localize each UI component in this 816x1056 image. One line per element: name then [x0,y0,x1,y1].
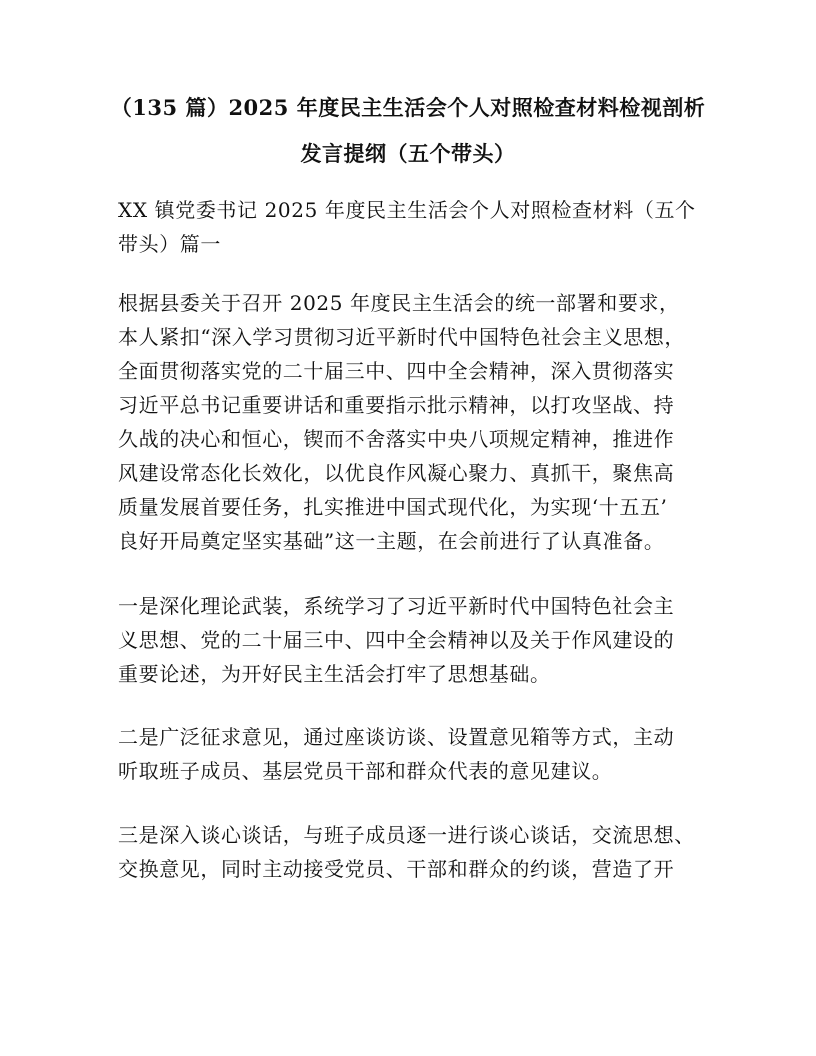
paragraph-1-line-3: 全面贯彻落实党的二十届三中、四中全会精神，深入贯彻落实 [118,359,675,383]
subtitle-line-1: XX 镇党委书记 2025 年度民主生活会个人对照检查材料（五个 [118,198,696,222]
document-title-line-1: （135 篇）2025 年度民主生活会个人对照检查材料检视剖析 [110,95,706,120]
document-title-line-2: 发言提纲（五个带头） [300,141,516,166]
paragraph-4-line-1: 三是深入谈心谈话，与班子成员逐一进行谈心谈话，交流思想、 [118,823,695,847]
paragraph-1-line-7: 质量发展首要任务，扎实推进中国式现代化，为实现‘十五五’ [118,495,668,519]
paragraph-1-line-6: 风建设常态化长效化，以优良作风凝心聚力、真抓干，聚焦高 [118,461,675,485]
paragraph-3-line-2: 听取班子成员、基层党员干部和群众代表的意见建议。 [118,759,613,783]
paragraph-3-line-1: 二是广泛征求意见，通过座谈访谈、设置意见箱等方式，主动 [118,725,675,749]
paragraph-1-line-5: 久战的决心和恒心，锲而不舍落实中央八项规定精神，推进作 [118,427,675,451]
paragraph-1-line-2: 本人紧扣“深入学习贯彻习近平新时代中国特色社会主义思想， [118,325,686,349]
paragraph-1-line-8: 良好开局奠定坚实基础”这一主题，在会前进行了认真准备。 [118,529,665,553]
paragraph-1-line-1: 根据县委关于召开 2025 年度民主生活会的统一部署和要求， [118,291,680,315]
paragraph-2-line-3: 重要论述，为开好民主生活会打牢了思想基础。 [118,662,551,686]
paragraph-2-line-1: 一是深化理论武装，系统学习了习近平新时代中国特色社会主 [118,594,675,618]
subtitle-line-2: 带头）篇一 [118,232,221,256]
paragraph-4-line-2: 交换意见，同时主动接受党员、干部和群众的约谈，营造了开 [118,857,675,881]
paragraph-2-line-2: 义思想、党的二十届三中、四中全会精神以及关于作风建设的 [118,628,675,652]
paragraph-1-line-4: 习近平总书记重要讲话和重要指示批示精神，以打攻坚战、持 [118,393,675,417]
